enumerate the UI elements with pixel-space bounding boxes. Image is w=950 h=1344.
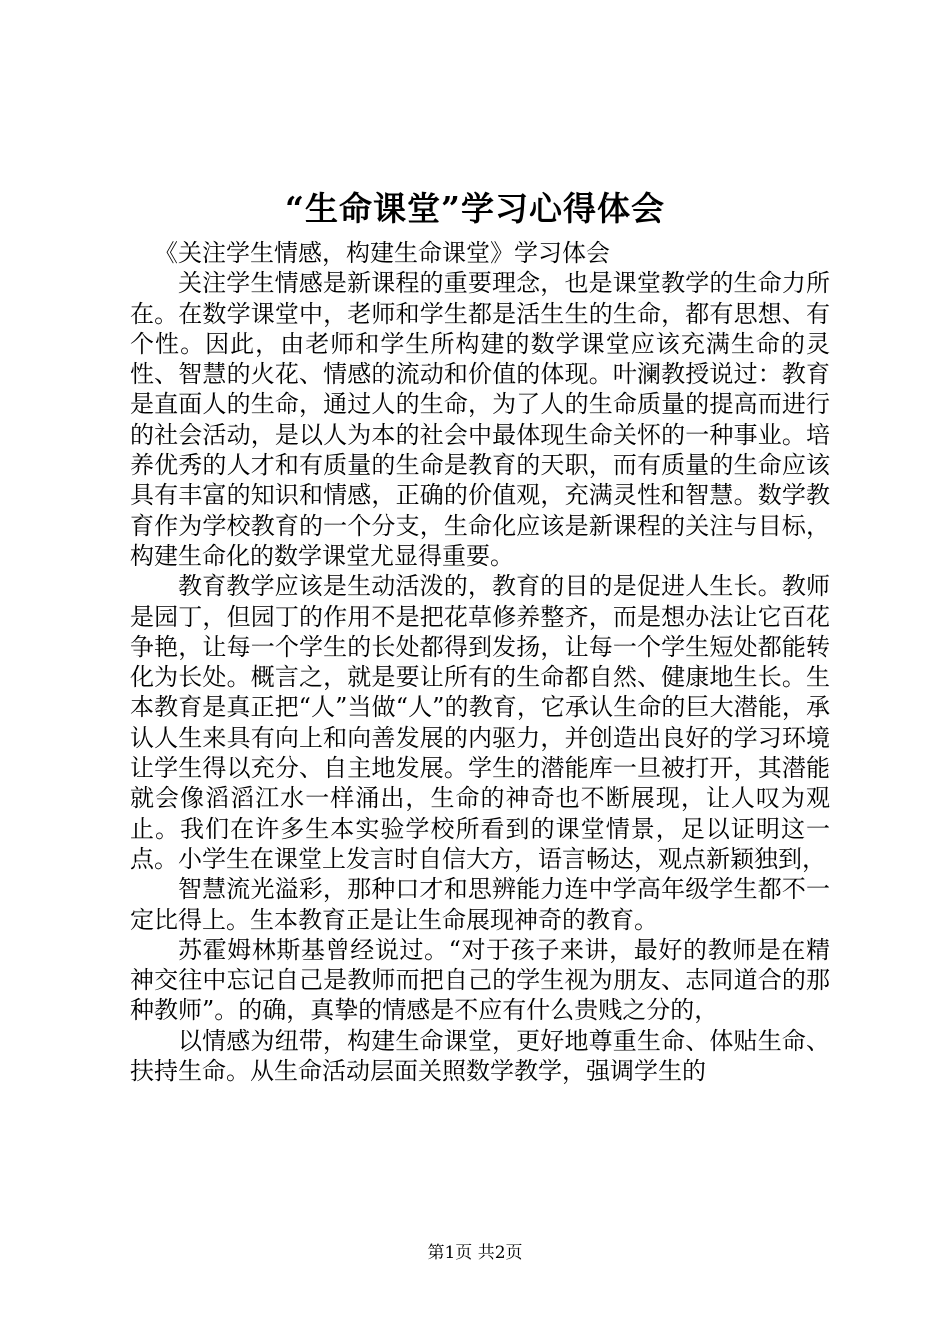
page-footer: 第1页 共2页 [427,1243,523,1263]
document-title: “生命课堂”学习心得体会 [285,189,665,228]
paragraph: 苏霍姆林斯基曾经说过。“对于孩子来讲，最好的教师是在精神交往中忘记自己是教师而把自己的学生视为朋友、志同道合的那种教师”。的确，真挚的情感是不应有什么贵贱之分的， [130,935,830,1025]
document-body [130,238,830,1086]
paragraph: 以情感为纽带，构建生命课堂，更好地尊重生命、体贴生命、扶持生命。从生命活动层面关照数学教学，强调学生的 [130,1026,830,1086]
paragraph: 关注学生情感是新课程的重要理念，也是课堂教学的生命力所在。在数学课堂中，老师和学生都是活生生的生命，都有思想、有个性。因此，由老师和学生所构建的数学课堂应该充满生命的灵性、智慧的火花、情感的流动和价值的体现。叶澜教授说过：教育是直面人的生命，通过人的生命，为了人的生命质量的提高而进行的社会活动，是以人为本的社会中最体现生命关怀的一种事业。培养优秀的人才和有质量的生命是教育的天职，而有质量的生命应该具有丰富的知识和情感，正确的价值观，充满灵性和智慧。数学教育作为学校教育的一个分支，生命化应该是新课程的关注与目标，构建生命化的数学课堂尤显得重要。 [130,269,830,570]
paragraph: 智慧流光溢彩，那种口才和思辨能力连中学高年级学生都不一定比得上。生本教育正是让生命展现神奇的教育。 [130,875,830,934]
paragraph: 教育教学应该是生动活泼的，教育的目的是促进人生长。教师是园丁，但园丁的作用不是把花草修养整齐，而是想办法让它百花争艳，让每一个学生的长处都得到发扬，让每一个学生短处都能转化为长处。概言之，就是要让所有的生命都自然、健康地生长。生本教育是真正把“人”当做“人”的教育，它承认生命的巨大潜能，承认人生来具有向上和向善发展的内驱力，并创造出良好的学习环境让学生得以充分、自主地发展。学生的潜能库一旦被打开，其潜能就会像滔滔江水一样涌出，生命的神奇也不断展现，让人叹为观止。我们在许多生本实验学校所看到的课堂情景，足以证明这一点。小学生在课堂上发言时自信大方，语言畅达，观点新颖独到， [130,572,830,873]
document-subtitle: 《关注学生情感，构建生命课堂》学习体会 [154,239,610,267]
